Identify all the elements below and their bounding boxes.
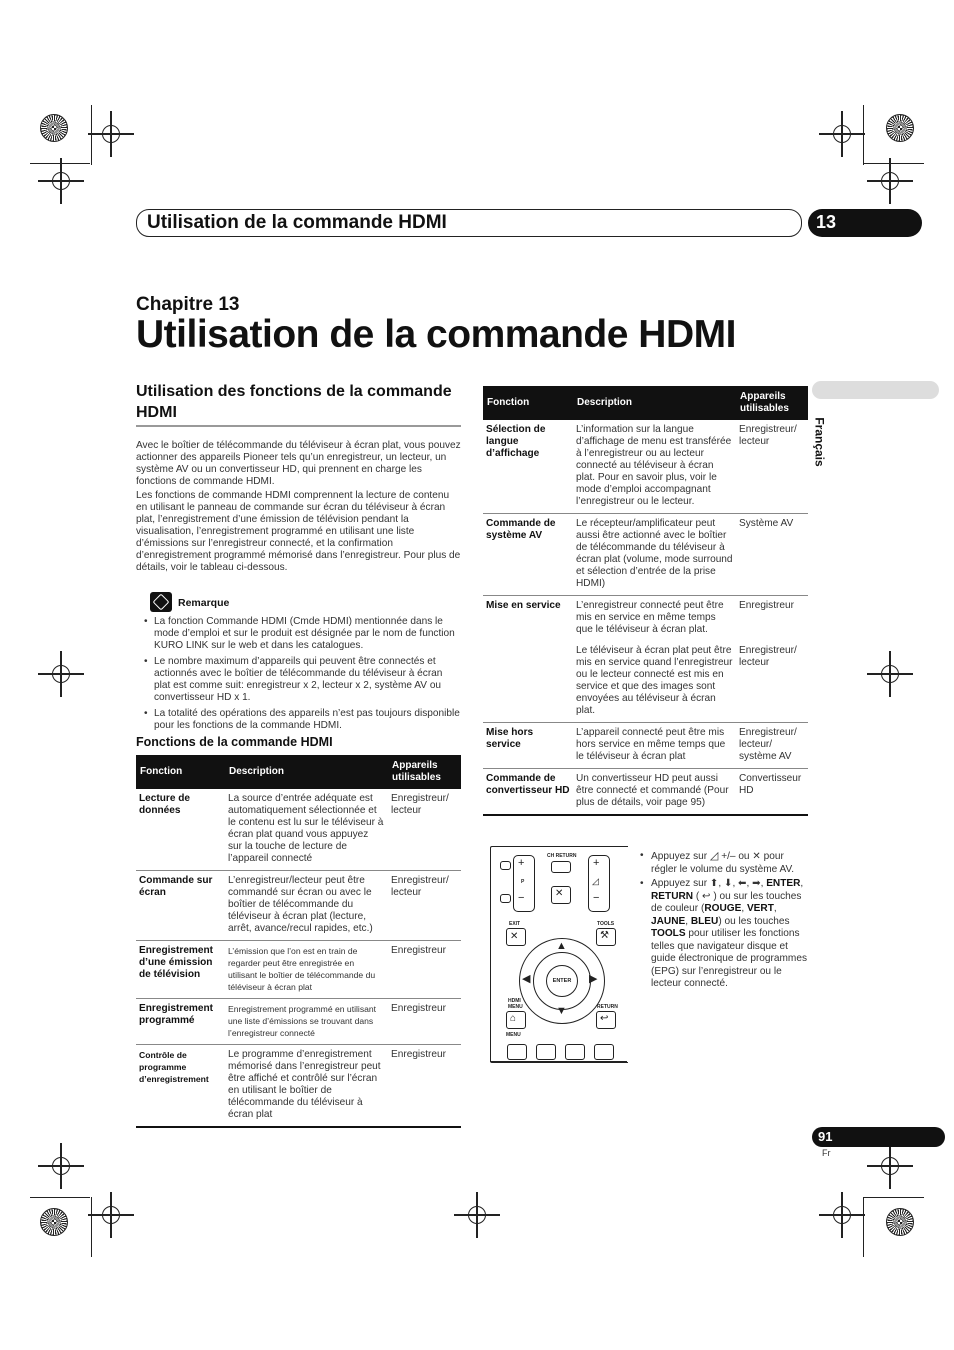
menu-label-bottom: MENU xyxy=(506,1032,521,1038)
running-header-title: Utilisation de la commande HDMI xyxy=(147,212,447,233)
intro-paragraph-2: Les fonctions de commande HDMI comprennent la lecture de contenu en utilisant le panneau de commande sur écran du téléviseur à écran plat, l’enregistrement d’une émission de télévision pendant la visualisation, l’enregistrement programmé en utilisant une liste d’émissions sur l’enregistreur connecté, et la confirmation d’enregistrement programmé mémorisé dans l’enregistreur. Pour plus de détails, voir le tableau ci-dessous. xyxy=(136,490,461,573)
input-icon xyxy=(500,861,511,870)
p-label: P xyxy=(521,879,525,885)
stop-button xyxy=(565,1044,585,1060)
table-row: Commande de système AV Le récepteur/amplificateur peut aussi être actionné avec le boîtier de télécommande du téléviseur à écran plat (volume, mode surround et sélection d’entrée de la prise HDMI) Système AV xyxy=(483,514,808,596)
crosshair-mark xyxy=(464,1202,490,1228)
arrow-down-icon: ▼ xyxy=(556,1005,567,1017)
play-button xyxy=(594,1044,614,1060)
return-icon: ↩ xyxy=(600,1013,609,1024)
table-row: Commande de convertisseur HD Un convertisseur HD peut aussi être connecté et commandé (Pour plus de détails, voir page 95) Convertisseur HD xyxy=(483,769,808,816)
exit-icon: ✕ xyxy=(510,931,519,942)
chapter-number-badge: 13 xyxy=(808,209,922,237)
col-header-function: Fonction xyxy=(136,755,225,789)
ch-return-button xyxy=(551,861,571,873)
crosshair-mark xyxy=(877,168,903,194)
col-header-function: Fonction xyxy=(483,386,573,420)
crosshair-mark xyxy=(877,1153,903,1179)
note-item: • Le nombre maximum d’appareils qui peuvent être connectés et actionnés avec le boîtier de télécommande du téléviseur à écran plat est comme suit: enregistreur x 2, lecteur x 2, système AV ou convertisseur HD x 1. xyxy=(136,656,461,704)
return-label: RETURN xyxy=(597,1004,618,1010)
table-row: Enregistrement d’une émission de télévision L’émission que l’on est en train de regarder peut être enregistrée en utilisant le boîtier de télécommande du téléviseur à écran plat Enregistreur xyxy=(136,941,461,999)
remote-bottom-edge xyxy=(490,1061,627,1062)
note-pencil-icon xyxy=(150,592,172,612)
note-title: Remarque xyxy=(178,597,230,609)
page-number-badge: 91 xyxy=(812,1127,945,1147)
table-row: Lecture de données La source d’entrée adéquate est automatiquement sélectionnée et le contenu est lu sur le téléviseur à écran plat quand vous appuyez sur la touche de lecture de l’appareil connecté Enregistreur/ lecteur xyxy=(136,789,461,871)
crosshair-mark xyxy=(98,1202,124,1228)
col-header-description: Description xyxy=(573,386,736,420)
crop-line xyxy=(91,105,92,165)
table-row: Commande sur écran L’enregistreur/lecteur peut être commandé sur écran ou avec le boîtier de télécommande du téléviseur à écran plat (lecture, arrêt, avance/recul rapides, etc.) Enregistreur/ lecteur xyxy=(136,871,461,941)
remote-instructions xyxy=(640,850,810,993)
home-icon: ⌂ xyxy=(510,1013,517,1024)
mute-icon: ✕ xyxy=(752,851,761,862)
functions-table-2 xyxy=(483,386,808,816)
arrow-left-icon: ◀ xyxy=(522,973,531,985)
crosshair-mark xyxy=(829,1202,855,1228)
crop-line xyxy=(91,1197,92,1257)
tools-label: TOOLS xyxy=(597,921,615,927)
mute-icon: ✕ xyxy=(555,888,564,899)
list-item: • Appuyez sur ⬆, ⬇, ⬅, ➡, ENTER, RETURN ( ↩ ) ou sur les touches de couleur (ROUGE, VERT, JAUNE, BLEU) ou les touches TOOLS pour utiliser les fonctions telles que navigateur disque et guide électronique de programmes (EPG) sur l’enregistreur ou le lecteur connecté. xyxy=(640,878,810,991)
registration-star-bottom-right xyxy=(886,1208,914,1236)
return-icon: ↩ xyxy=(702,890,711,902)
crop-line xyxy=(863,105,864,165)
arrow-up-icon: ▲ xyxy=(556,940,567,952)
table-header-row xyxy=(483,386,808,420)
ch-return-label: CH RETURN xyxy=(547,853,577,859)
enter-button: ENTER xyxy=(546,965,578,997)
arrow-right-icon: ▶ xyxy=(589,973,598,985)
record-button xyxy=(507,1044,527,1060)
channel-minus-icon: − xyxy=(518,892,525,904)
volume-minus-icon: − xyxy=(593,892,600,904)
table-row: Mise hors service L’appareil connecté peut être mis hors service en même temps que le téléviseur à écran plat Enregistreur/ lecteur/ système AV xyxy=(483,723,808,769)
pause-button xyxy=(536,1044,556,1060)
crop-line xyxy=(863,1197,864,1257)
table-row: Le téléviseur à écran plat peut être mis en service quand l’enregistreur ou le lecteur connecté est mis en service et que des images sont envoyées au téléviseur à écran plat. Enregistreur/ lecteur xyxy=(483,641,808,723)
note-list xyxy=(136,616,461,736)
volume-icon: ◿ xyxy=(709,850,719,862)
page-title: Utilisation de la commande HDMI xyxy=(136,313,736,356)
volume-plus-icon: + xyxy=(593,857,600,869)
crop-line xyxy=(864,163,924,164)
subsection-heading: Fonctions de la commande HDMI xyxy=(136,735,333,749)
table-header-row xyxy=(136,755,461,789)
registration-star-bottom-left xyxy=(40,1208,68,1236)
input-icon xyxy=(500,894,511,903)
registration-star-top-right xyxy=(886,114,914,142)
arrow-keys-icons: ⬆, ⬇, ⬅, ➡, xyxy=(709,878,764,889)
crop-line xyxy=(30,163,90,164)
table-row: Enregistrement programmé Enregistrement programmé en utilisant une liste d’émissions se trouvant dans l’enregistreur connecté Enregistreur xyxy=(136,999,461,1045)
registration-star-top-left xyxy=(40,114,68,142)
table-row: Contrôle de programme d’enregistrement Le programme d’enregistrement mémorisé dans l’enregistreur peut être affiché et contrôlé sur l’écran en utilisant le boîtier de télécommande du téléviseur à écran plat Enregistreur xyxy=(136,1045,461,1128)
crop-line xyxy=(30,1197,90,1198)
table-row: Mise en service L’enregistreur connecté peut être mis en service en même temps que le téléviseur à écran plat. Enregistreur xyxy=(483,596,808,642)
crosshair-mark xyxy=(48,661,74,687)
channel-plus-icon: + xyxy=(518,857,525,869)
functions-table-1 xyxy=(136,755,461,1128)
crop-line xyxy=(864,1197,924,1198)
volume-icon: ◿ xyxy=(592,876,599,886)
table-row: Sélection de langue d’affichage L’information sur la langue d’affichage de menu est transférée à l’enregistreur ou au lecteur connecté au téléviseur à écran plat. Pour en savoir plus, voir le mode d’emploi accompagnant l’enregistreur ou le lecteur. Enregistreur/ lecteur xyxy=(483,420,808,514)
intro-paragraph-1: Avec le boîtier de télécommande du téléviseur à écran plat, vous pouvez actionner des appareils Pioneer tels qu’un enregistreur, un lecteur, un système AV ou un convertisseur HD, qui prennent en charge les fonctions de commande HDMI. xyxy=(136,440,461,487)
hdmi-label: HDMI xyxy=(508,998,521,1004)
crosshair-mark xyxy=(48,1153,74,1179)
note-item: • La fonction Commande HDMI (Cmde HDMI) mentionnée dans le mode d’emploi et sur le produit est désignée par le nom de function KURO LINK sur le web et dans les catalogues. xyxy=(136,616,461,652)
section-rule xyxy=(136,425,461,427)
crosshair-mark xyxy=(98,121,124,147)
note-item: • La totalité des opérations des appareils n’est pas toujours disponible pour les fonctions de la commande HDMI. xyxy=(136,708,461,732)
crosshair-mark xyxy=(829,121,855,147)
crosshair-mark xyxy=(48,168,74,194)
list-item: • Appuyez sur ◿ +/– ou ✕ pour régler le volume du système AV. xyxy=(640,850,810,876)
menu-label-top: MENU xyxy=(508,1004,523,1010)
tools-wrench-icon: ⚒ xyxy=(600,930,609,941)
section-heading: Utilisation des fonctions de la commande HDMI xyxy=(136,383,452,421)
col-header-devices: Appareils utilisables xyxy=(388,755,461,789)
page-language-code: Fr xyxy=(822,1148,831,1158)
col-header-description: Description xyxy=(225,755,388,789)
language-tab xyxy=(812,381,939,399)
col-header-devices: Appareils utilisables xyxy=(736,386,808,420)
exit-label: EXIT xyxy=(509,921,521,927)
chapter-label: Chapitre 13 xyxy=(136,294,240,315)
language-tab-label: Français xyxy=(812,417,827,467)
running-header xyxy=(136,209,802,237)
crosshair-mark xyxy=(877,661,903,687)
